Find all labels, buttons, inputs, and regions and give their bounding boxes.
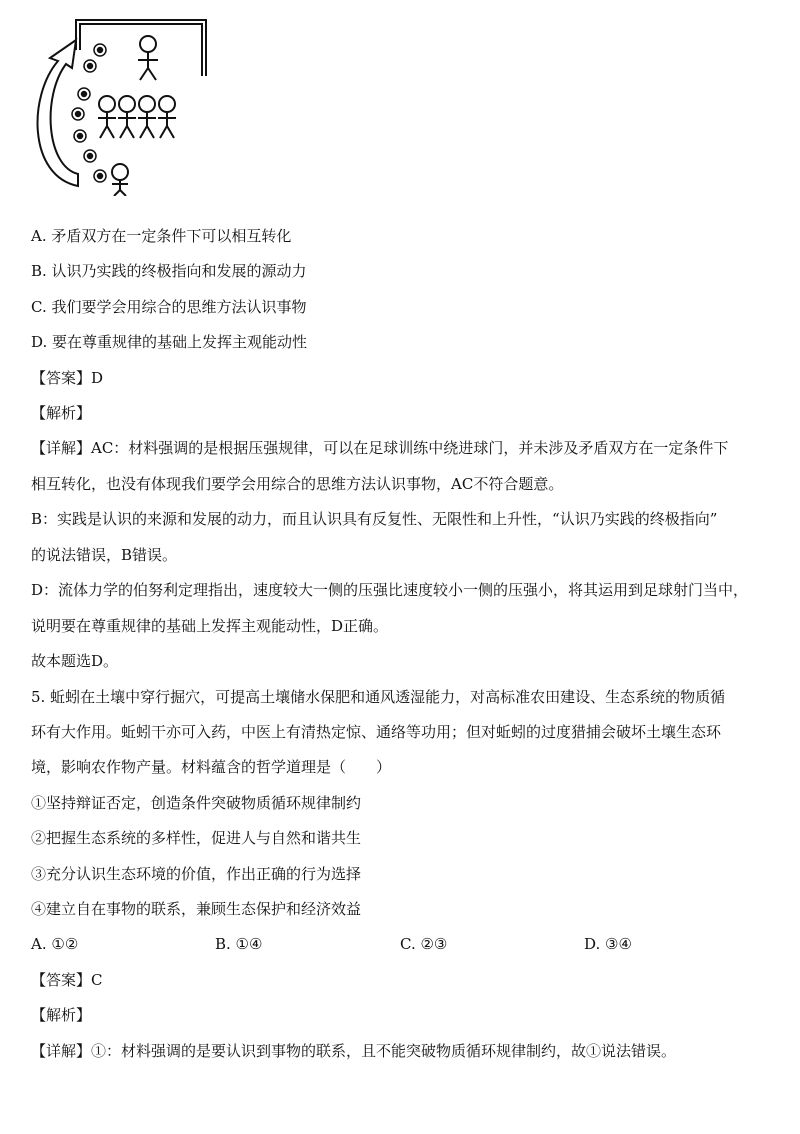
- q4-answer: 【答案】D: [31, 369, 104, 387]
- kicker-figure: [112, 164, 128, 196]
- q4-option-c: C. 我们要学会用综合的思维方法认识事物: [31, 298, 307, 316]
- q5-answer: 【答案】C: [31, 971, 103, 989]
- q4-analysis-label: 【解析】: [31, 404, 92, 422]
- q5-item-1: ①坚持辩证否定，创造条件突破物质循环规律制约: [31, 794, 362, 812]
- q5-choice-b: B. ①④: [215, 935, 263, 953]
- q5-analysis-label: 【解析】: [31, 1006, 92, 1024]
- q5-item-2: ②把握生态系统的多样性，促进人与自然和谐共生: [31, 829, 362, 847]
- q5-item-3: ③充分认识生态环境的价值，作出正确的行为选择: [31, 865, 362, 883]
- soccer-balls: [72, 44, 106, 182]
- q4-detail-1-line2: 相互转化，也没有体现我们要学会用综合的思维方法认识事物，AC不符合题意。: [31, 475, 564, 493]
- q4-detail-1-line1: 【详解】AC：材料强调的是根据压强规律，可以在足球训练中绕进球门，并未涉及矛盾双方在一定条件下: [31, 439, 729, 457]
- q4-option-d: D. 要在尊重规律的基础上发挥主观能动性: [31, 333, 308, 351]
- q4-detail-2-line2: 的说法错误，B错误。: [31, 546, 178, 564]
- q4-detail-3-line1: D：流体力学的伯努利定理指出，速度较大一侧的压强比速度较小一侧的压强小，将其运用到足球射门当中，: [31, 581, 749, 599]
- q5-item-4: ④建立自在事物的联系，兼顾生态保护和经济效益: [31, 900, 362, 918]
- defender-wall: [98, 96, 176, 138]
- q5-stem-line2: 环有大作用。蚯蚓干亦可入药，中医上有清热定惊、通络等功用；但对蚯蚓的过度猎捕会破坏土壤生态环: [31, 723, 722, 741]
- q5-stem-line1: 5. 蚯蚓在土壤中穿行掘穴，可提高土壤储水保肥和通风透湿能力，对高标准农田建设、生态系统的物质循: [31, 688, 726, 706]
- q4-detail-2-line1: B：实践是认识的来源和发展的动力，而且认识具有反复性、无限性和上升性，“认识乃实践的终极指向”: [31, 510, 718, 528]
- q4-option-b: B. 认识乃实践的终极指向和发展的源动力: [31, 262, 307, 280]
- goalkeeper-figure: [138, 36, 158, 80]
- soccer-training-illustration-icon: [28, 6, 228, 196]
- q4-conclusion: 故本题选D。: [31, 652, 119, 670]
- q4-detail-3-line2: 说明要在尊重规律的基础上发挥主观能动性，D正确。: [31, 617, 389, 635]
- q5-stem-line3: 境，影响农作物产量。材料蕴含的哲学道理是（ ）: [31, 758, 392, 776]
- q4-option-a: A. 矛盾双方在一定条件下可以相互转化: [31, 227, 292, 245]
- q5-choice-c: C. ②③: [400, 935, 448, 953]
- q5-choice-d: D. ③④: [584, 935, 632, 953]
- q5-choice-a: A. ①②: [31, 935, 79, 953]
- q5-detail-1: 【详解】①：材料强调的是要认识到事物的联系，且不能突破物质循环规律制约，故①说法错误。: [31, 1042, 677, 1060]
